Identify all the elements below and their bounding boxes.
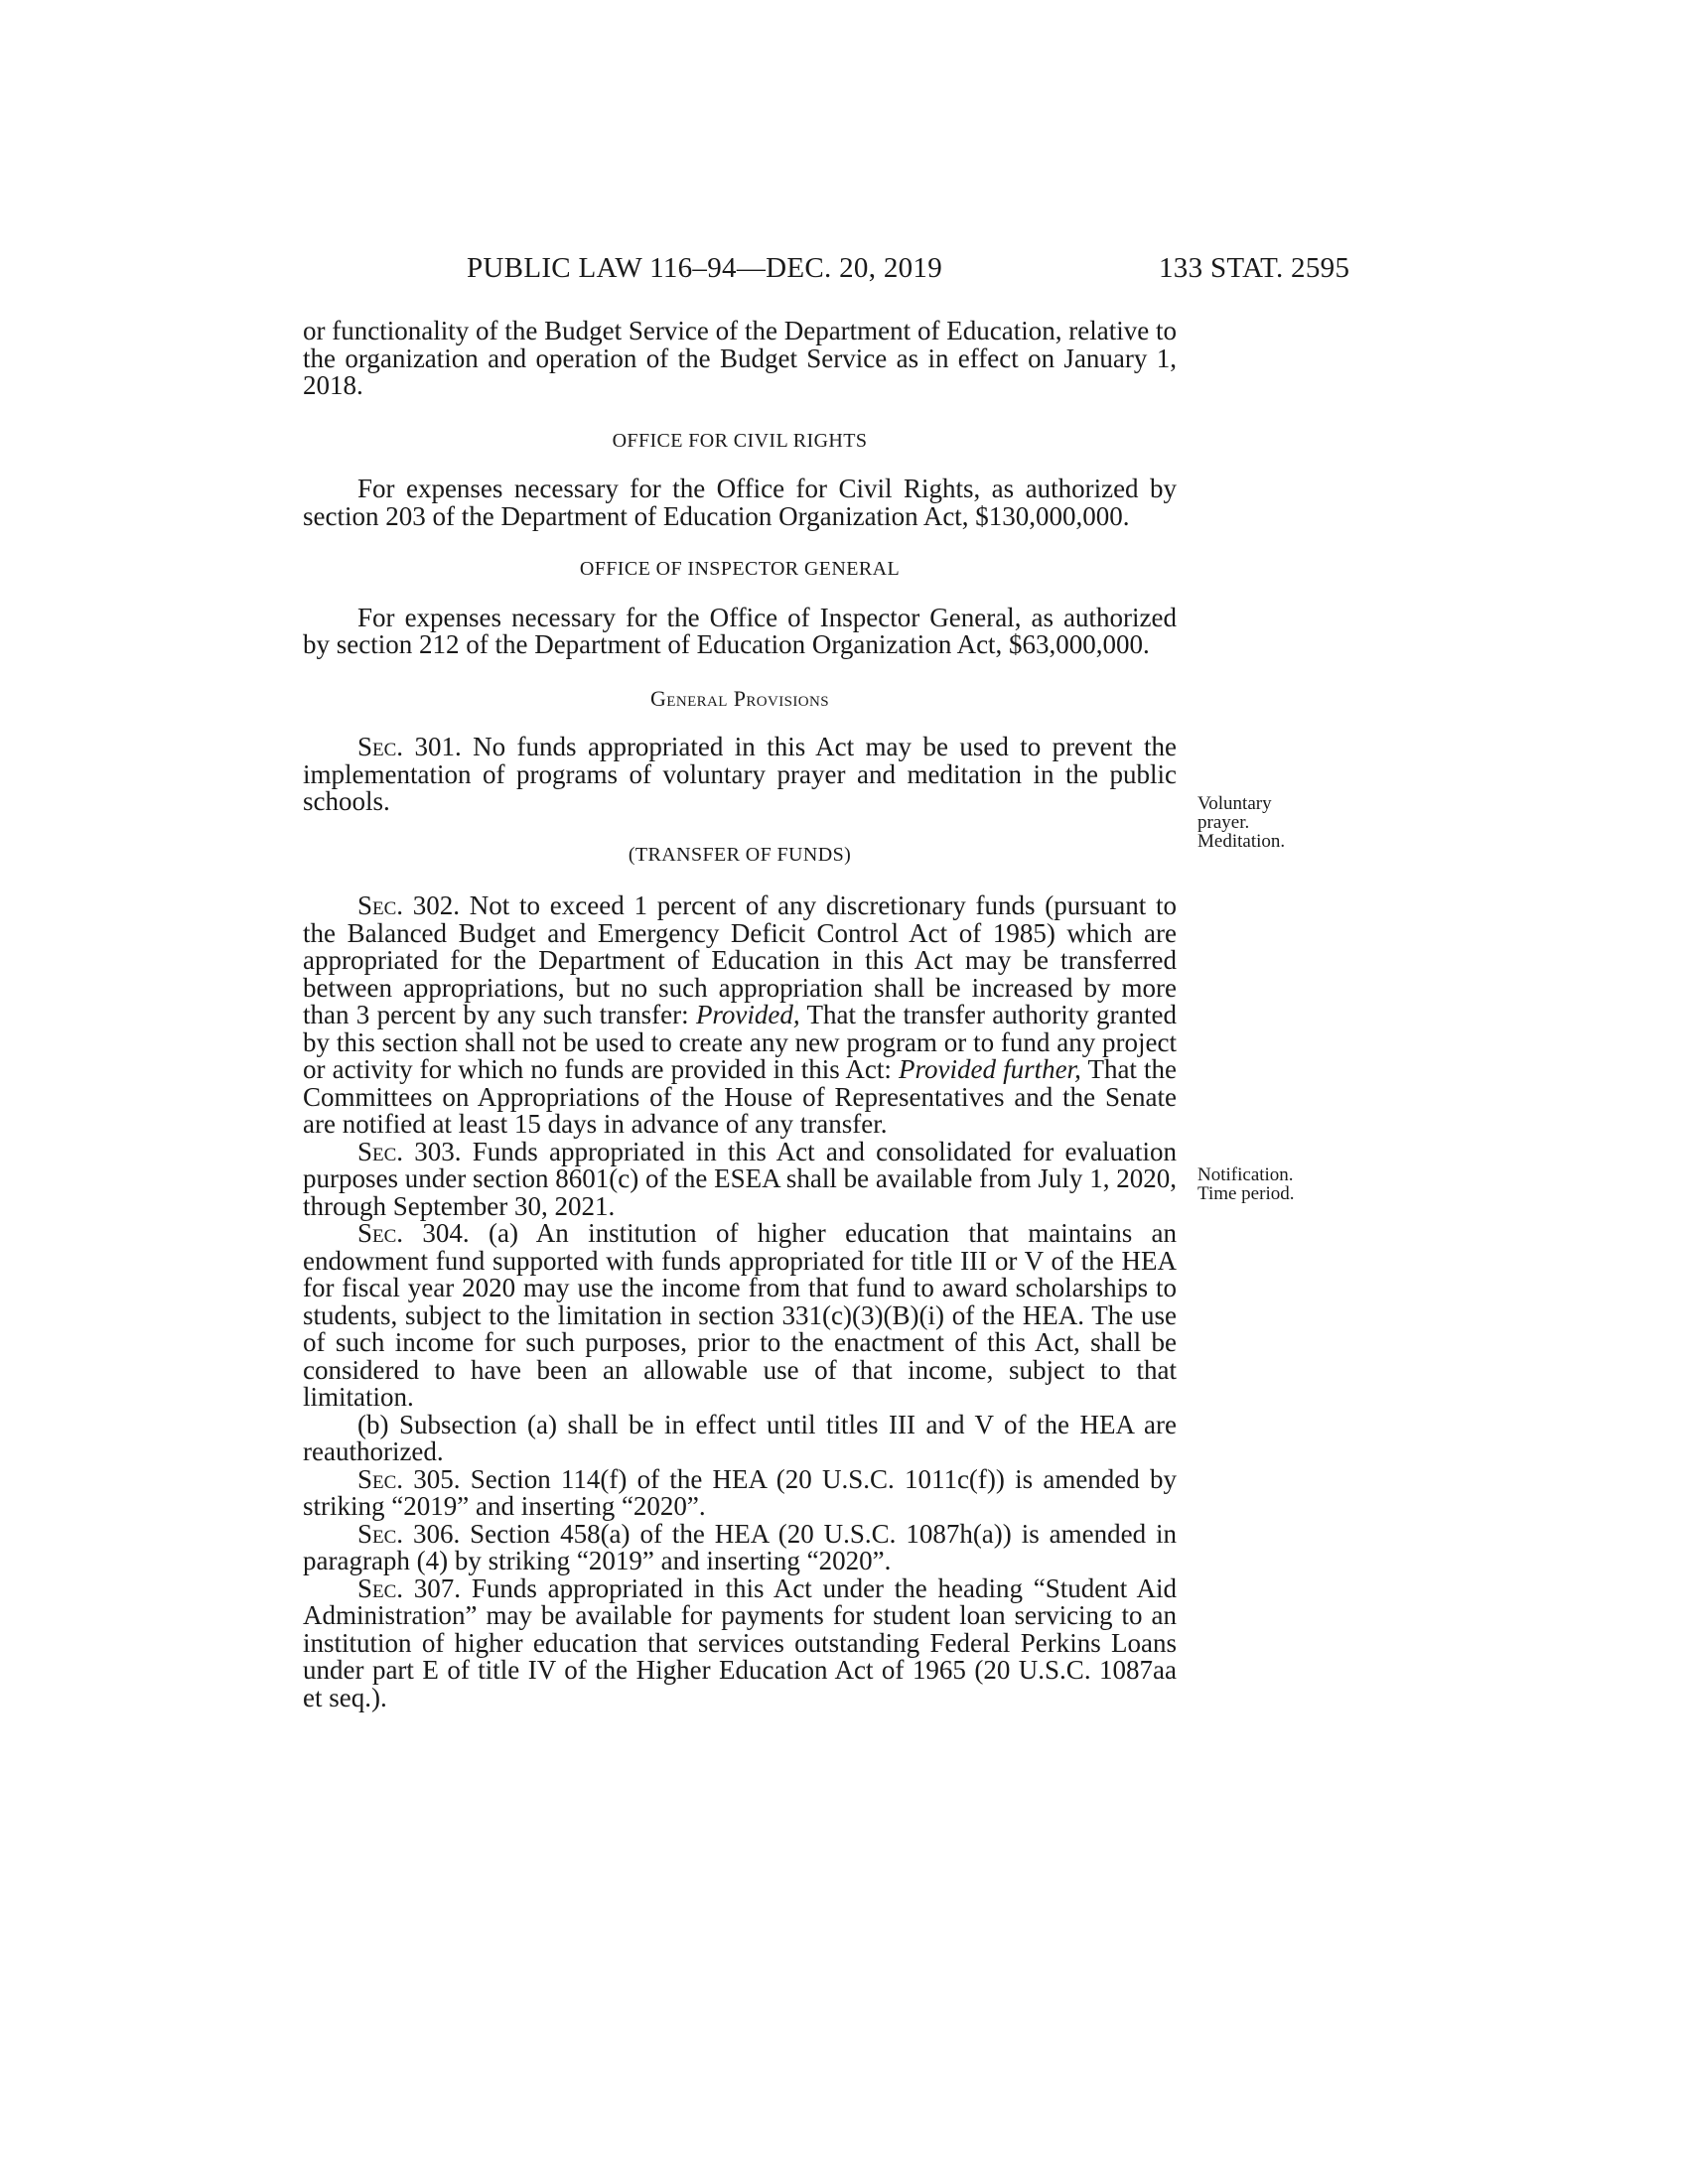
oig-heading: OFFICE OF INSPECTOR GENERAL [579,558,901,580]
sec-307-text: Funds appropriated in this Act under the heading “Student Aid Administration” may be available for payments for student loan servicing to an institution of higher education that services outstanding Federal Perkins Loans under part E of title IV of the Higher Education Act of 1965 (20 U.S.C. 1087aa et seq.). [303,1572,1178,1712]
margin-note-line: Time period. [1197,1183,1295,1204]
sec-302-text-part3: That the Committees on Appropriations of the House of Representatives and the Senate are notified at least 15 days in advance of any transfer. [303,1054,1178,1139]
main-text-column [303,318,1177,1711]
general-provisions-heading [303,685,1177,713]
sec-303-text: Funds appropriated in this Act and consolidated for evaluation purposes under section 8601(c) of the ESEA shall be available from July 1, 2020, through September 30, 2021. [303,1136,1177,1221]
sec-304a-text: (a) An institution of higher education that maintains an endowment fund supported with funds appropriated for title III or V of the HEA for fiscal year 2020 may use the income from that fund to award scholarships to students, subject to the limitation in section 331(c)(3)(B)(i) of the HEA. The use of such income for such purposes, prior to the enactment of this Act, shall be considered to have been an allowable use of that income, subject to that limitation. [303,1218,1178,1412]
sec-303-paragraph [303,1136,1177,1221]
margin-note-line: prayer. [1197,812,1250,833]
provided-proviso: Provided, [695,1000,800,1029]
general-provisions-text: General Provisions [650,685,829,711]
sec-302-label: Sec. 302. [357,890,461,920]
ocr-heading: OFFICE FOR CIVIL RIGHTS [612,429,868,452]
sec-305-label: Sec. 305. [357,1463,461,1494]
sec-302-paragraph [303,892,1177,1139]
intro-paragraph: or functionality of the Budget Service of the Department of Education, relative to the organization and operation of the Budget Service as in effect on January 1, 2018. [303,316,1177,400]
sec-304b-paragraph: (b) Subsection (a) shall be in effect until titles III and V of the HEA are reauthorized. [303,1409,1177,1466]
sec-301-label: Sec. 301. [357,732,462,761]
sec-306-label: Sec. 306. [357,1518,461,1549]
oig-paragraph: For expenses necessary for the Office of Inspector General, as authorized by section 212 of the Department of Education Organization Act, $63,000,000. [303,602,1177,659]
sec-307-paragraph [303,1572,1178,1712]
margin-note-line: Voluntary [1197,793,1272,814]
provided-further-proviso: Provided further, [899,1054,1081,1084]
sec-301-text: No funds appropriated in this Act may be used to prevent the implementation of programs of voluntary prayer and meditation in the public schools. [303,732,1178,816]
sec-305-paragraph [303,1463,1178,1521]
transfer-of-funds-heading: (TRANSFER OF FUNDS) [628,843,852,866]
stat-citation: 133 STAT. 2595 [1159,252,1350,284]
margin-note-voluntary-prayer [1197,794,1336,851]
sec-302-text-part2: That the transfer authority granted by this section shall not be used to create any new program or to fund any project or activity for which no funds are provided in this Act: [303,1000,1178,1084]
sec-304-label: Sec. 304. [357,1218,470,1248]
sec-305-text: Section 114(f) of the HEA (20 U.S.C. 1011c(f)) is amended by striking “2019” and inserting “2020”. [303,1463,1178,1521]
sec-307-label: Sec. 307. [357,1572,462,1603]
sec-301-paragraph [303,734,1177,816]
ocr-paragraph: For expenses necessary for the Office for Civil Rights, as authorized by section 203 of the Department of Education Organization Act, $130,000,000. [303,474,1177,531]
margin-note-line: Notification. [1197,1164,1294,1185]
sec-306-paragraph [303,1518,1178,1575]
margin-note-line: Meditation. [1197,831,1286,852]
running-head: PUBLIC LAW 116–94—DEC. 20, 2019 [467,252,943,284]
sec-303-label: Sec. 303. [357,1136,462,1166]
margin-note-notification [1197,1165,1336,1203]
sec-304a-paragraph [303,1220,1177,1412]
sec-302-text-part1: Not to exceed 1 percent of any discretionary funds (pursuant to the Balanced Budget and Emergency Deficit Control Act of 1985) which are appropriated for the Department of Education in this Act may be transferred between appropriations, but no such appropriation shall be increased by more than 3 percent by any such transfer: [303,890,1178,1029]
sec-306-text: Section 458(a) of the HEA (20 U.S.C. 1087h(a)) is amended in paragraph (4) by striking “2019” and inserting “2020”. [303,1518,1178,1575]
